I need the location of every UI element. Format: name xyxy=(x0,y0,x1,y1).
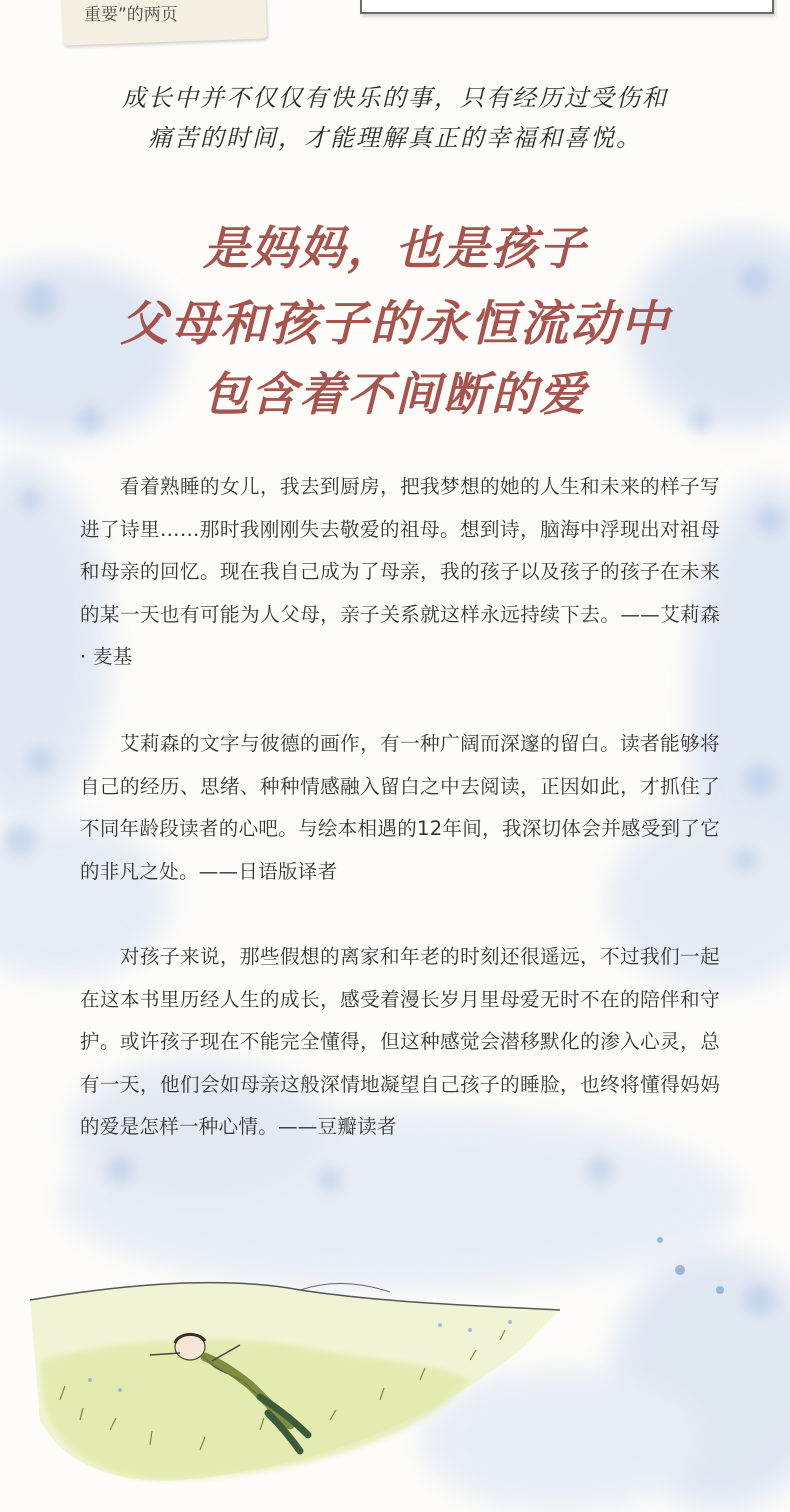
image-frame xyxy=(360,0,774,14)
girl-lying-in-grass-illustration xyxy=(0,1230,790,1512)
section-heading-line: 包含着不间断的爱 xyxy=(203,367,587,421)
intro-quote xyxy=(0,78,790,158)
section-heading-line: 是妈妈，也是孩子 xyxy=(203,221,587,275)
section-heading-line: 父母和孩子的永恒流动中 xyxy=(119,296,670,352)
caption-card-text: 重要”的两页 xyxy=(84,5,178,25)
review-paragraph: 艾莉森的文字与彼德的画作，有一种广阔而深邃的留白。读者能够将自己的经历、思绪、种种情感融入留白之中去阅读，正因如此，才抓住了不同年龄段读者的心吧。与绘本相遇的12年间，我深切体会并感受到了它的非凡之处。——日语版译者 xyxy=(80,732,720,883)
review-paragraph: 对孩子来说，那些假想的离家和年老的时刻还很遥远，不过我们一起在这本书里历经人生的成长，感受着漫长岁月里母爱无时不在的陪伴和守护。或许孩子现在不能完全懂得，但这种感觉会潜移默化的渗入心灵，总有一天，他们会如母亲这般深情地凝望自己孩子的睡脸，也终将懂得妈妈的爱是怎样一种心情。——豆瓣读者 xyxy=(80,945,720,1139)
review-paragraph: 看着熟睡的女儿，我去到厨房，把我梦想的她的人生和未来的样子写进了诗里……那时我刚刚失去敬爱的祖母。想到诗，脑海中浮现出对祖母和母亲的回忆。现在我自己成为了母亲，我的孩子以及孩子的孩子在未来的某一天也有可能为人父母，亲子关系就这样永远持续下去。——艾莉森 · 麦基 xyxy=(80,475,720,669)
intro-line: 痛苦的时间，才能理解真正的幸福和喜悦。 xyxy=(148,124,642,152)
intro-line: 成长中并不仅仅有快乐的事，只有经历过受伤和 xyxy=(122,84,668,112)
